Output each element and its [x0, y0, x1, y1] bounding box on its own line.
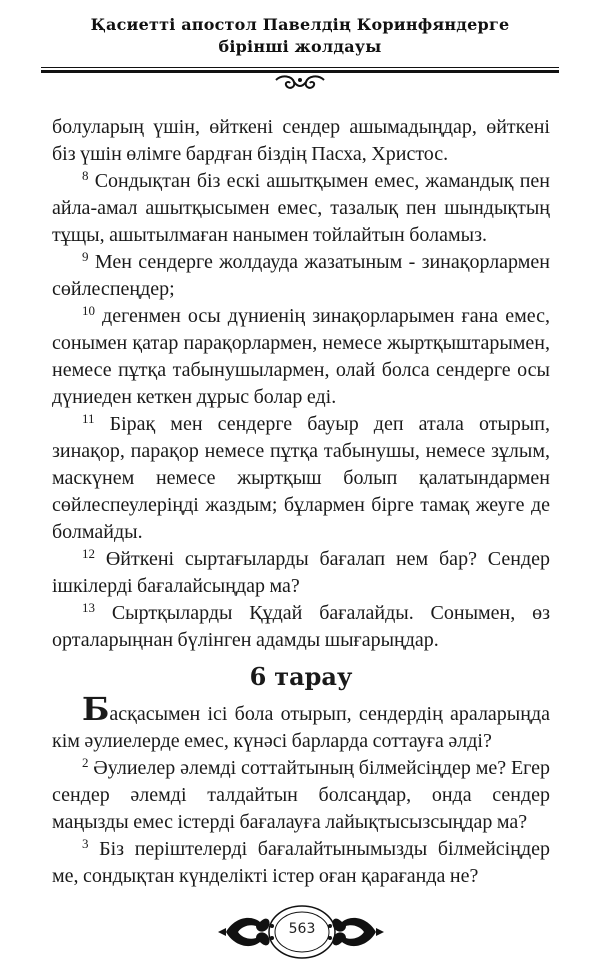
page-body: [52, 114, 550, 890]
page-number: 563: [288, 921, 316, 937]
verse-number: 12: [82, 546, 95, 561]
verse-13: [52, 600, 550, 654]
header-title-line1: Қасиетті апостол Павелдің Коринфяндерге: [90, 15, 510, 34]
header-rule-thick: [41, 70, 559, 73]
chapter-first-verse: [52, 690, 550, 755]
verse-text: Біз періштелерді бағалайтынымызды білмейсіңдер ме, сондықтан күнделікті істер оған қарағанда не?: [52, 838, 550, 887]
header-title-line2: бірінші жолдауы: [218, 37, 382, 56]
verse-10: [52, 303, 550, 411]
verse-3: [52, 836, 550, 890]
page-footer: [216, 904, 386, 960]
verse-number: 2: [82, 755, 89, 770]
verse-2: [52, 755, 550, 836]
verse-11: [52, 411, 550, 546]
verse-8: [52, 168, 550, 249]
header-rule-thin: [41, 67, 559, 68]
running-header: [0, 14, 600, 58]
page-flow: [52, 114, 550, 960]
chapter-heading: 6 тарау: [249, 662, 353, 691]
verse-text: асқасымен ісі бола отырып, сендердің араларыңда кім әулиелерде емес, күнәсі барларда соттауға әлді?: [52, 703, 550, 752]
verse-number: 13: [82, 600, 95, 615]
verse-text: Әулиелер әлемді соттайтының білмейсіңдер ме? Егер сендер әлемді талдайтын болсаңдар, онда сендер маңызды емес істерді бағалауға лайықтысызсыңдар ма?: [52, 757, 550, 833]
paragraph-text: болуларың үшін, өйткені сендер ашымадыңдар, өйткені біз үшін өлімге бардған біздің Пасха, Христос.: [52, 116, 550, 165]
verse-text: дегенмен осы дүниенің зинақорларымен ғана емес, сонымен қатар парақорлармен, немесе жыртқыштарымен, немесе пұтқа табынушылармен, олай болса сендерге осы дүниеден кеткен дұрыс болар еді.: [52, 305, 550, 408]
verse-text: Өйткені сыртағыларды бағалап нем бар? Сендер ішкілерді бағалайсыңдар ма?: [52, 548, 550, 597]
verse-number: 9: [82, 249, 89, 264]
verse-number: 10: [82, 303, 95, 318]
verse-number: 11: [82, 411, 95, 426]
verse-12: [52, 546, 550, 600]
verse-text: Бірақ мен сендерге бауыр деп атала отырып, зинақор, парақор немесе пұтқа табынушы, немесе зұлым, маскүнем немесе жыртқыш болып қалатындармен сөйлеспеулеріңді жаздым; бұлармен бірге тамақ жеуге де болмайды.: [52, 413, 550, 543]
drop-cap: Б: [82, 690, 110, 728]
verse-text: Сыртқыларды Құдай бағалайды. Сонымен, өз орталарыңнан бүлінген адамды шығарыңдар.: [52, 602, 550, 651]
verse-9: [52, 249, 550, 303]
header-ornament-icon: [272, 74, 328, 92]
paragraph-continuation: [52, 114, 550, 168]
verse-text: Сондықтан біз ескі ашытқымен емес, жамандық пен айла-амал ашытқысымен емес, тазалық пен шындықтың тұщы, ашытылмаған нанымен тойлайтын боламыз.: [52, 170, 550, 246]
verse-number: 3: [82, 836, 89, 851]
verse-text: Мен сендерге жолдауда жазатыным - зинақорлармен сөйлеспеңдер;: [52, 251, 550, 300]
verse-number: 8: [82, 168, 89, 183]
